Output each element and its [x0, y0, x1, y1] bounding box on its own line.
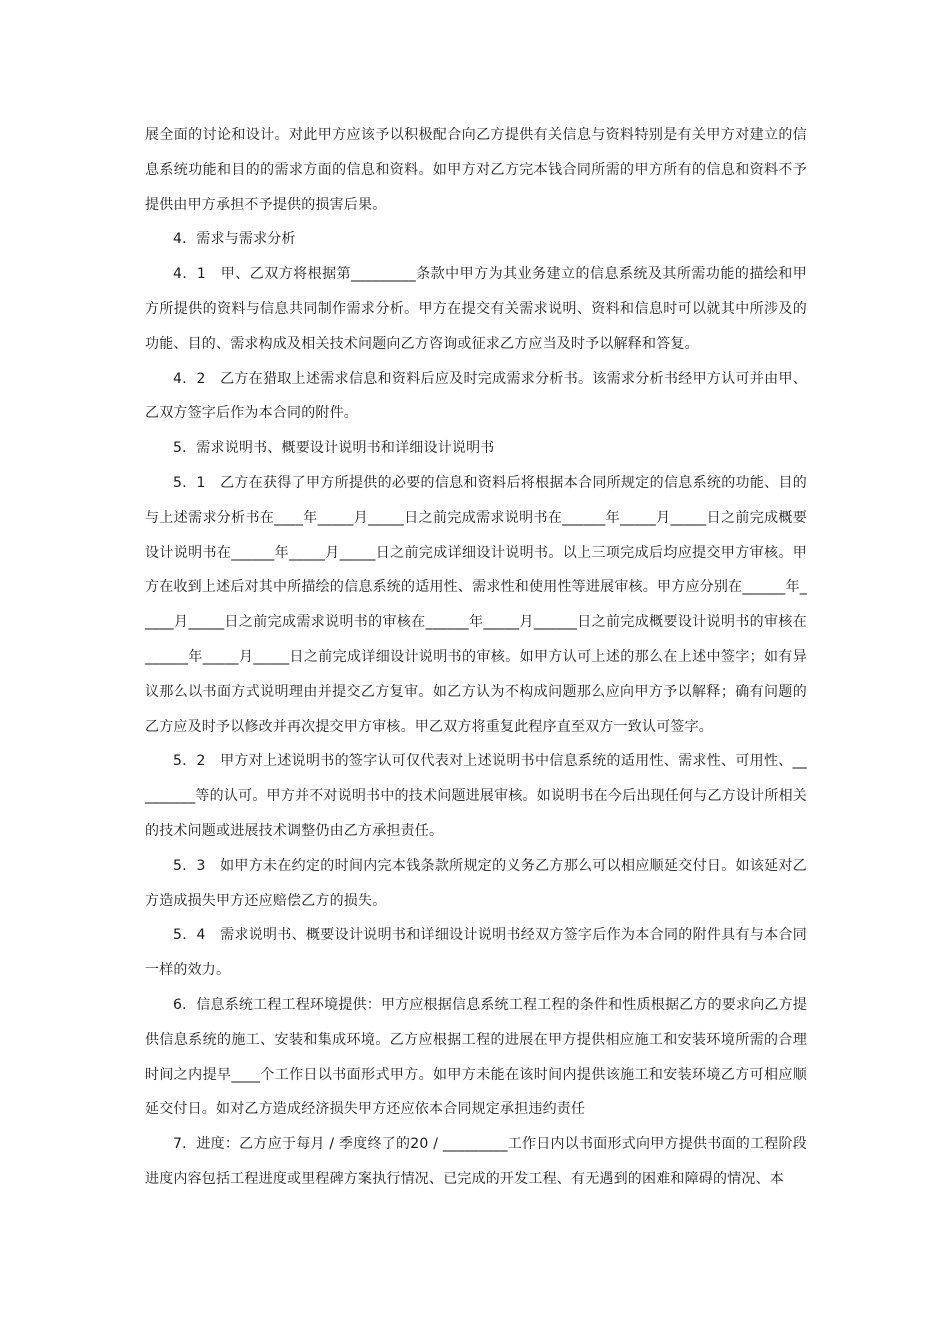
contract-body	[145, 118, 807, 1197]
paragraph-continuation: 展全面的讨论和设计。对此甲方应该予以积极配合向乙方提供有关信息与资料特别是有关甲方对建立的信息系统功能和目的的需求方面的信息和资料。如甲方对乙方完本钱合同所需的甲方所有的信息和资料不予提供由甲方承担不予提供的损害后果。	[145, 127, 807, 213]
section-7: 7．进度：乙方应于每月 / 季度终了的20 / _________工作日内以书面形式向甲方提供书面的工程阶段进度内容包括工程进度或里程碑方案执行情况、已完成的开发工程、有无遇到的困难和障碍的情况、本	[145, 1136, 807, 1187]
clause-5-3: 5．3 如甲方未在约定的时间内完本钱条款所规定的义务乙方那么可以相应顺延交付日。如该延对乙方造成损失甲方还应赔偿乙方的损失。	[145, 857, 807, 909]
clause-5-1: 5．1 乙方在获得了甲方所提供的必要的信息和资料后将根据本合同所规定的信息系统的功能、目的与上述需求分析书在____年_____月_____日之前完成需求说明书在______年_____月_____日之前完成概要设计说明书在______年_____月_____日之前完成详细设计说明书。以上三项完成后均应提交甲方审核。甲方在收到上述后对其中所描绘的信息系统的适用性、需求性和使用性等进展审核。甲方应分别在______年_____月_____日之前完成需求说明书的审核在______年_____月______日之前完成概要设计说明书的审核在______年_____月_____日之前完成详细设计说明书的审核。如甲方认可上述的那么在上述中签字；如有异议那么以书面方式说明理由并提交乙方复审。如乙方认为不构成问题那么应向甲方予以解释；确有问题的乙方应及时予以修改并再次提交甲方审核。甲乙双方将重复此程序直至双方一致认可签字。	[145, 474, 807, 735]
section-heading-4: 4．需求与需求分析	[173, 231, 296, 248]
clause-5-4: 5．4 需求说明书、概要设计说明书和详细设计说明书经双方签字后作为本合同的附件具有与本合同一样的效力。	[145, 927, 807, 979]
clause-5-2: 5．2 甲方对上述说明书的签字认可仅代表对上述说明书中信息系统的适用性、需求性、可用性、_________等的认可。甲方并不对说明书中的技术问题进展审核。如说明书在今后出现任何与乙方设计所相关的技术问题或进展技术调整仍由乙方承担责任。	[145, 753, 807, 839]
section-heading-5: 5．需求说明书、概要设计说明书和详细设计说明书	[173, 440, 495, 457]
clause-4-2: 4．2 乙方在猎取上述需求信息和资料后应及时完成需求分析书。该需求分析书经甲方认可并由甲、乙双方签字后作为本合同的附件。	[145, 370, 807, 422]
clause-4-1: 4．1 甲、乙双方将根据第_________条款中甲方为其业务建立的信息系统及其所需功能的描绘和甲方所提供的资料与信息共同制作需求分析。甲方在提交有关需求说明、资料和信息时可以就其中所涉及的功能、目的、需求构成及相关技术问题向乙方咨询或征求乙方应当及时予以解释和答复。	[145, 266, 807, 352]
section-6: 6．信息系统工程工程环境提供：甲方应根据信息系统工程工程的条件和性质根据乙方的要求向乙方提供信息系统的施工、安装和集成环境。乙方应根据工程的进展在甲方提供相应施工和安装环境所需的合理时间之内提早____个工作日以书面形式甲方。如甲方未能在该时间内提供该施工和安装环境乙方可相应顺延交付日。如对乙方造成经济损失甲方还应依本合同规定承担违约责任	[145, 996, 807, 1118]
